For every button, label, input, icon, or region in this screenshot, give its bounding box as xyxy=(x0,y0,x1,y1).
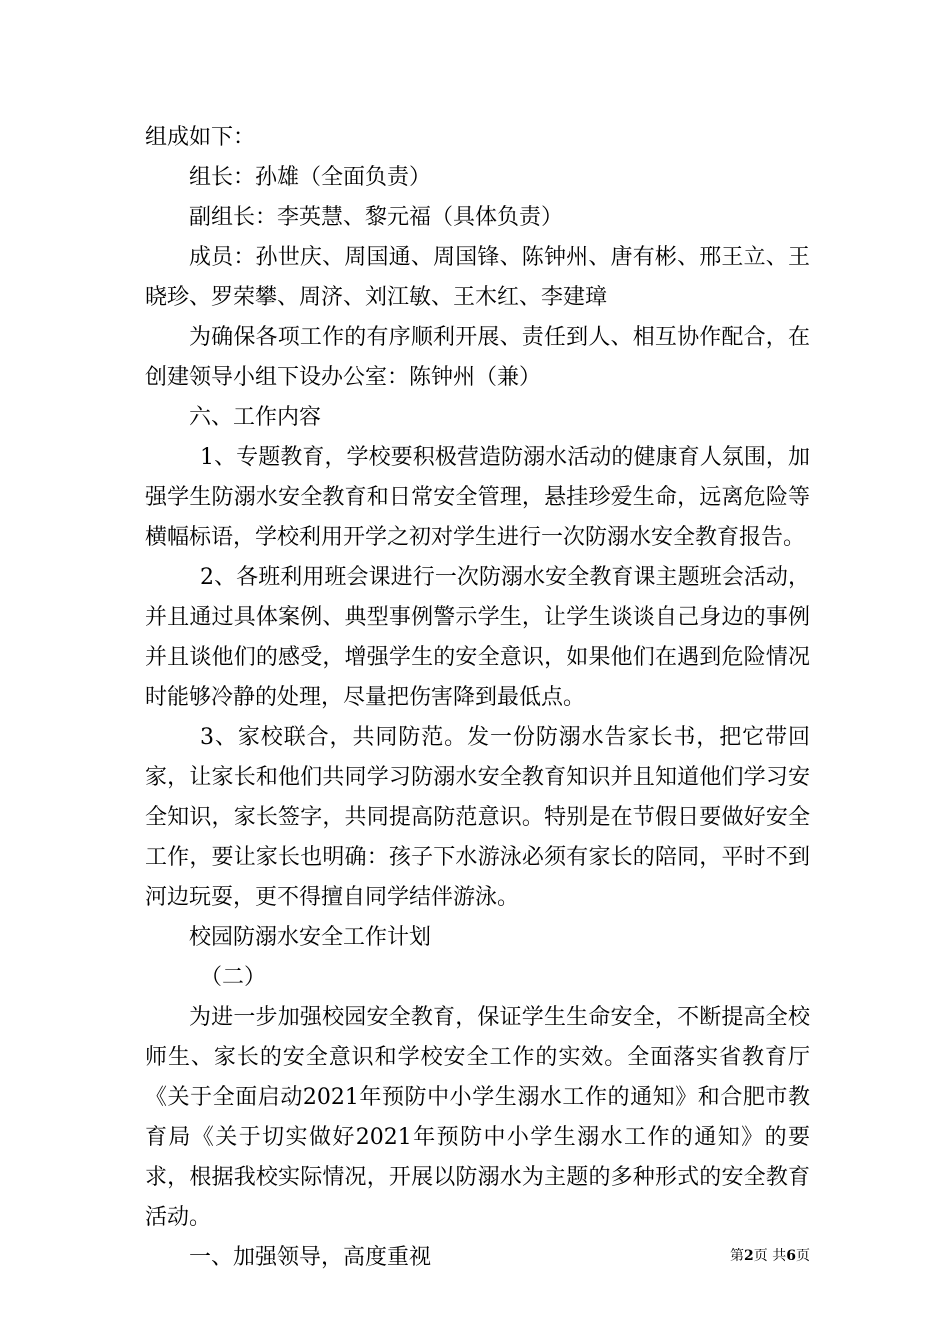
footer-current-page: 2 xyxy=(744,1248,754,1264)
paragraph-office: 为确保各项工作的有序顺利开展、责任到人、相互协作配合，在创建领导小组下设办公室：陈钟州（兼） xyxy=(145,325,810,390)
paragraph-deputy-leader: 副组长：李英慧、黎元福（具体负责） xyxy=(189,205,564,230)
footer-prefix: 第 xyxy=(730,1248,745,1264)
paragraph-item-3: 3、家校联合，共同防范。发一份防溺水告家长书，把它带回家，让家长和他们共同学习防溺水安全教育知识并且知道他们学习安全知识，家长签字，共同提高防范意识。特别是在节假日要做好安全工作，要让家长也明确：孩子下水游泳必须有家长的陪同，平时不到河边玩耍，更不得擅自同学结伴游泳。 xyxy=(145,725,810,910)
paragraph-leader: 组长：孙雄（全面负责） xyxy=(189,165,432,190)
document-part-number: （二） xyxy=(200,965,267,990)
paragraph-item-2: 2、各班利用班会课进行一次防溺水安全教育课主题班会活动，并且通过具体案例、典型事例警示学生，让学生谈谈自己身边的事例并且谈他们的感受，增强学生的安全意识，如果他们在遇到危险情况时能够冷静的处理，尽量把伤害降到最低点。 xyxy=(145,565,810,710)
footer-total-pages: 6 xyxy=(786,1248,796,1264)
document-body xyxy=(145,118,810,1278)
footer-suffix: 页 xyxy=(796,1248,810,1264)
footer-middle: 页 共 xyxy=(753,1248,787,1264)
paragraph-purpose: 为进一步加强校园安全教育，保证学生生命安全，不断提高全校师生、家长的安全意识和学校安全工作的实效。全面落实省教育厅《关于全面启动2021年预防中小学生溺水工作的通知》和合肥市教育局《关于切实做好2021年预防中小学生溺水工作的通知》的要求，根据我校实际情况，开展以防溺水为主题的多种形式的安全教育活动。 xyxy=(145,1005,810,1230)
paragraph-intro: 组成如下： xyxy=(145,125,256,150)
section-heading-leadership: 一、加强领导，高度重视 xyxy=(189,1245,432,1270)
paragraph-members: 成员：孙世庆、周国通、周国锋、陈钟州、唐有彬、邢王立、王晓珍、罗荣攀、周济、刘江敏、王木红、李建璋 xyxy=(145,245,810,310)
section-heading-work-content: 六、工作内容 xyxy=(189,405,322,430)
document-subtitle: 校园防溺水安全工作计划 xyxy=(189,925,432,950)
paragraph-item-1: 1、专题教育，学校要积极营造防溺水活动的健康育人氛围，加强学生防溺水安全教育和日常安全管理，悬挂珍爱生命，远离危险等横幅标语，学校利用开学之初对学生进行一次防溺水安全教育报告。 xyxy=(145,445,810,550)
page-footer xyxy=(0,1246,810,1266)
